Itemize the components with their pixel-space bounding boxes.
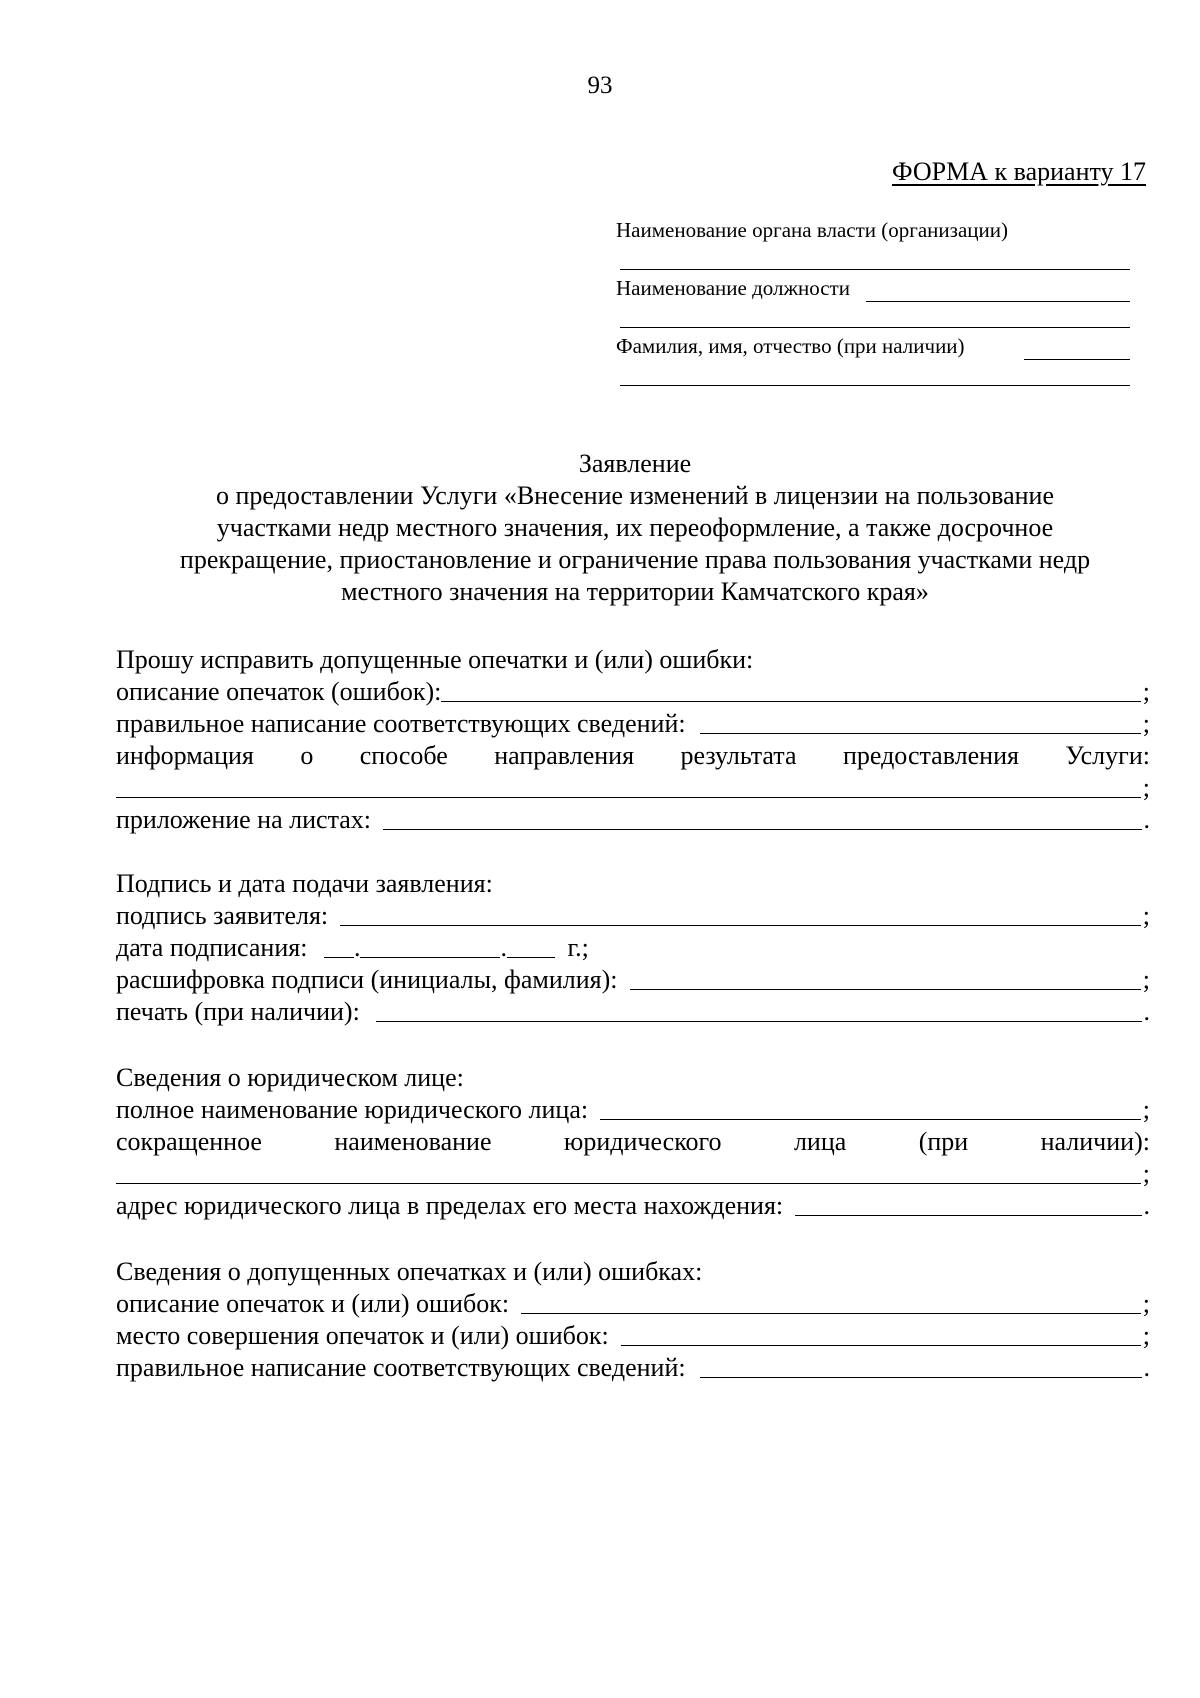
legal-address-punct: .	[1143, 1191, 1150, 1220]
date-suffix: г.;	[567, 933, 589, 962]
request-intro	[116, 644, 1150, 676]
typos-label: описание опечаток (ошибок):	[116, 677, 442, 706]
errors-place-row[interactable]	[116, 1320, 1150, 1352]
addressee-org-label: Наименование органа власти (организации)	[616, 218, 1012, 243]
legal-short-name-punct: ;	[1142, 1159, 1150, 1188]
addressee-block	[616, 218, 1130, 386]
decoding-punct: ;	[1142, 965, 1150, 994]
attachment-label: приложение на листах:	[116, 805, 372, 834]
section-legal-entity	[116, 1062, 1150, 1222]
errors-correct-row[interactable]	[116, 1352, 1150, 1384]
method-word-6: предоставления	[842, 741, 1019, 770]
correct-field-row[interactable]	[116, 708, 1150, 740]
attachment-field-row[interactable]	[116, 804, 1150, 836]
legal-full-name-punct: ;	[1142, 1095, 1150, 1124]
typos-punct: ;	[1142, 677, 1150, 706]
title-line-4: местного значения на территории Камчатского края»	[341, 577, 929, 606]
request-intro-text: Прошу исправить допущенные опечатки и (или) ошибки:	[116, 645, 754, 674]
method-field-row[interactable]	[116, 772, 1150, 804]
short-name-word-1: сокращенное	[116, 1127, 262, 1156]
errors-place-punct: ;	[1142, 1321, 1150, 1350]
date-year-input[interactable]	[507, 933, 555, 958]
method-word-4: направления	[494, 741, 635, 770]
legal-full-name-label: полное наименование юридического лица:	[116, 1095, 589, 1124]
method-word-5: результата	[680, 741, 797, 770]
form-variant-title: ФОРМА к варианту 17	[892, 157, 1146, 186]
addressee-org-label-line	[616, 218, 1130, 244]
date-month-input[interactable]	[360, 933, 500, 958]
seal-punct: .	[1143, 997, 1150, 1026]
decoding-label: расшифровка подписи (инициалы, фамилия):	[116, 965, 618, 994]
attachment-punct: .	[1143, 805, 1150, 834]
short-name-word-3: юридического	[563, 1127, 722, 1156]
seal-field-row[interactable]	[116, 996, 1150, 1028]
section-signature	[116, 868, 1150, 1028]
addressee-name-label: Фамилия, имя, отчество (при наличии)	[616, 334, 969, 359]
legal-address-label: адрес юридического лица в пределах его места нахождения:	[116, 1191, 784, 1220]
decoding-input-line[interactable]	[630, 965, 1141, 990]
errors-place-label: место совершения опечаток и (или) ошибок:	[116, 1321, 609, 1350]
legal-full-name-row[interactable]	[116, 1094, 1150, 1126]
addressee-org-rule	[620, 269, 1130, 270]
errors-correct-input-line[interactable]	[700, 1353, 1142, 1378]
typos-field-row[interactable]	[116, 676, 1150, 708]
title-heading: Заявление	[578, 449, 692, 478]
short-name-word-6: наличии):	[1040, 1127, 1150, 1156]
title-line-3: прекращение, приостановление и ограничение права пользования участками недр	[179, 545, 1091, 574]
seal-label: печать (при наличии):	[116, 997, 360, 1026]
addressee-position-field[interactable]	[616, 302, 1130, 328]
correct-label: правильное написание соответствующих сведений:	[116, 709, 686, 738]
signature-heading-text: Подпись и дата подачи заявления:	[116, 869, 493, 898]
method-word-3: способе	[359, 741, 448, 770]
legal-short-name-input-line[interactable]	[116, 1159, 1141, 1184]
method-input-line[interactable]	[116, 773, 1141, 798]
correct-punct: ;	[1142, 709, 1150, 738]
errors-description-punct: ;	[1142, 1289, 1150, 1318]
addressee-position-label: Наименование должности	[616, 276, 854, 301]
application-title	[120, 448, 1150, 608]
typos-input-line[interactable]	[441, 677, 1140, 702]
errors-description-input-line[interactable]	[521, 1289, 1141, 1314]
legal-short-name-field-row[interactable]	[116, 1158, 1150, 1190]
date-dot-2: .	[500, 933, 507, 962]
date-field-row[interactable]	[116, 932, 1150, 964]
legal-address-row[interactable]	[116, 1190, 1150, 1222]
errors-heading	[116, 1256, 1150, 1288]
date-day-input[interactable]	[324, 933, 354, 958]
short-name-word-4: лица	[793, 1127, 847, 1156]
title-line-2: участками недр местного значения, их переоформление, а также досрочное	[216, 513, 1054, 542]
addressee-org-field[interactable]	[616, 244, 1130, 270]
addressee-position-line[interactable]	[616, 276, 1130, 302]
legal-address-input-line[interactable]	[795, 1191, 1141, 1216]
method-word-7: Услуги:	[1065, 741, 1150, 770]
date-dot-1: .	[353, 933, 361, 962]
decoding-field-row[interactable]	[116, 964, 1150, 996]
errors-heading-text: Сведения о допущенных опечатках и (или) ошибках:	[116, 1257, 703, 1286]
legal-full-name-input-line[interactable]	[600, 1095, 1141, 1120]
legal-heading	[116, 1062, 1150, 1094]
legal-short-name-label-row	[116, 1126, 1150, 1158]
date-label: дата подписания:	[116, 933, 308, 962]
addressee-position-rule-2	[620, 327, 1130, 328]
short-name-word-5: (при	[918, 1127, 969, 1156]
errors-correct-label: правильное написание соответствующих сведений:	[116, 1353, 686, 1382]
errors-description-row[interactable]	[116, 1288, 1150, 1320]
signature-input-line[interactable]	[340, 901, 1141, 926]
method-word-1: информация	[116, 741, 254, 770]
addressee-name-rule-2	[620, 385, 1130, 386]
short-name-word-2: наименование	[334, 1127, 492, 1156]
legal-heading-text: Сведения о юридическом лице:	[116, 1063, 464, 1092]
correct-input-line[interactable]	[700, 709, 1141, 734]
signature-field-row[interactable]	[116, 900, 1150, 932]
method-punct: ;	[1142, 773, 1150, 802]
signature-heading	[116, 868, 1150, 900]
method-label-row	[116, 740, 1150, 772]
signature-label: подпись заявителя:	[116, 901, 329, 930]
signature-punct: ;	[1142, 901, 1150, 930]
attachment-input-line[interactable]	[383, 805, 1141, 830]
addressee-name-line[interactable]	[616, 334, 1130, 360]
errors-place-input-line[interactable]	[621, 1321, 1141, 1346]
errors-description-label: описание опечаток и (или) ошибок:	[116, 1289, 510, 1318]
page-number: 93	[587, 72, 613, 99]
method-word-2: о	[300, 741, 314, 770]
section-request	[116, 644, 1150, 836]
addressee-name-field[interactable]	[616, 360, 1130, 386]
section-errors	[116, 1256, 1150, 1384]
seal-input-line[interactable]	[376, 997, 1142, 1022]
title-line-1: о предоставлении Услуги «Внесение изменений в лицензии на пользование	[216, 481, 1054, 510]
errors-correct-punct: .	[1143, 1353, 1150, 1382]
